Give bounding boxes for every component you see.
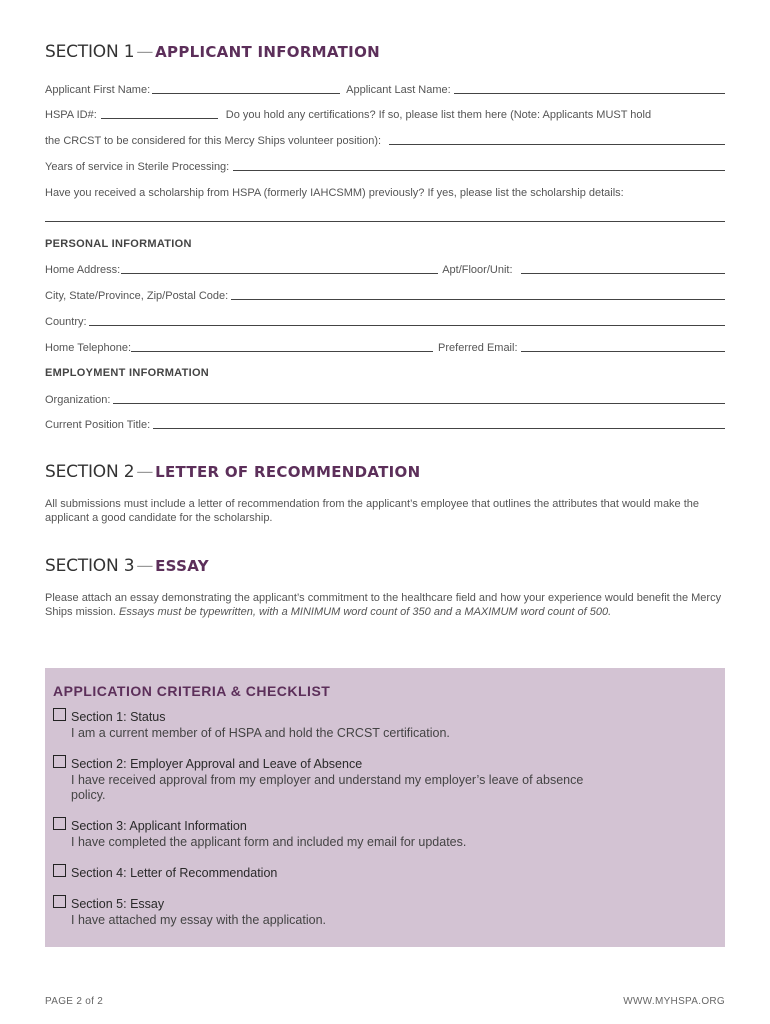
name-row bbox=[45, 80, 725, 96]
checklist-panel bbox=[45, 668, 725, 947]
organization-row bbox=[45, 390, 725, 406]
city-label: City, State/Province, Zip/Postal Code: bbox=[45, 290, 229, 302]
apt-label: Apt/Floor/Unit: bbox=[442, 264, 513, 276]
hspa-row bbox=[45, 105, 725, 121]
section-1-title bbox=[45, 42, 380, 62]
home-address-label: Home Address: bbox=[45, 264, 121, 276]
section-1-prefix: SECTION 1 bbox=[45, 42, 135, 62]
section-3-heading: ESSAY bbox=[155, 557, 209, 575]
position-label: Current Position Title: bbox=[45, 419, 151, 431]
certifications-label: Do you hold any certifications? If so, please list them here (Note: Applicants MUST hold bbox=[225, 109, 652, 121]
telephone-label: Home Telephone: bbox=[45, 342, 132, 354]
city-field[interactable] bbox=[231, 299, 725, 300]
home-address-field[interactable] bbox=[121, 273, 438, 274]
checklist-item-desc: I am a current member of of HSPA and hold the CRCST certification. bbox=[71, 726, 450, 740]
checklist-item-title: Section 2: Employer Approval and Leave of Absence bbox=[71, 757, 363, 771]
checklist-item-desc: I have completed the applicant form and included my email for updates. bbox=[71, 835, 467, 849]
checkbox-employer-approval[interactable] bbox=[53, 755, 66, 768]
certifications-field[interactable] bbox=[389, 144, 725, 145]
checklist-item-desc: I have attached my essay with the application. bbox=[71, 913, 327, 927]
email-label: Preferred Email: bbox=[438, 342, 518, 354]
address-row bbox=[45, 260, 725, 276]
section-3-body-italic: Essays must be typewritten, with a MINIMUM word count of 350 and a MAXIMUM word count of 500. bbox=[118, 606, 612, 618]
section-2-prefix: SECTION 2 bbox=[45, 462, 135, 482]
section-3-prefix: SECTION 3 bbox=[45, 556, 135, 576]
country-field[interactable] bbox=[89, 325, 725, 326]
page-number: PAGE 2 of 2 bbox=[45, 996, 104, 1007]
scholarship-label: Have you received a scholarship from HSPA (formerly IAHCSMM) previously? If yes, please list the scholarship details: bbox=[45, 187, 624, 199]
section-2-dash: — bbox=[136, 462, 154, 482]
hspa-id-label: HSPA ID#: bbox=[45, 109, 97, 121]
position-row bbox=[45, 415, 725, 431]
section-3-body bbox=[45, 591, 725, 619]
first-name-label: Applicant First Name: bbox=[45, 84, 151, 96]
scholarship-row bbox=[45, 183, 725, 199]
checklist-item-title: Section 5: Essay bbox=[71, 897, 165, 911]
checkbox-applicant-info[interactable] bbox=[53, 817, 66, 830]
city-row bbox=[45, 286, 725, 302]
apt-field[interactable] bbox=[521, 273, 725, 274]
email-field[interactable] bbox=[521, 351, 725, 352]
checklist-item-title: Section 1: Status bbox=[71, 710, 166, 724]
form-page bbox=[45, 0, 725, 1024]
checklist-item-title: Section 4: Letter of Recommendation bbox=[71, 866, 278, 880]
years-field[interactable] bbox=[233, 170, 725, 171]
country-label: Country: bbox=[45, 316, 87, 328]
checklist-title: APPLICATION CRITERIA & CHECKLIST bbox=[53, 683, 331, 699]
checkbox-status[interactable] bbox=[53, 708, 66, 721]
section-3-dash: — bbox=[136, 556, 154, 576]
section-2-title bbox=[45, 462, 420, 482]
section-3-title bbox=[45, 556, 209, 576]
section-3-body-text: Please attach an essay demonstrating the applicant’s commitment to the healthcare field and how your experience would benefit the Mercy Ships mission. bbox=[45, 592, 722, 618]
checkbox-essay[interactable] bbox=[53, 895, 66, 908]
website-link[interactable]: WWW.MYHSPA.ORG bbox=[623, 996, 725, 1007]
checklist-item-desc: I have received approval from my employer and understand my employer’s leave of absence policy. bbox=[71, 773, 584, 802]
organization-field[interactable] bbox=[113, 403, 725, 404]
checklist-item-title: Section 3: Applicant Information bbox=[71, 819, 247, 833]
last-name-label: Applicant Last Name: bbox=[346, 84, 451, 96]
hspa-id-field[interactable] bbox=[101, 118, 218, 119]
first-name-field[interactable] bbox=[152, 93, 340, 94]
section-1-dash: — bbox=[136, 42, 154, 62]
section-1-heading: APPLICANT INFORMATION bbox=[155, 43, 380, 61]
section-2-body: All submissions must include a letter of recommendation from the applicant’s employee that outlines the attributes that would make the applicant a good candidate for the scholarship. bbox=[45, 498, 700, 524]
country-row bbox=[45, 312, 725, 328]
years-row bbox=[45, 157, 725, 173]
personal-info-heading: PERSONAL INFORMATION bbox=[45, 238, 192, 250]
employment-info-heading: EMPLOYMENT INFORMATION bbox=[45, 367, 210, 379]
position-field[interactable] bbox=[153, 428, 725, 429]
certifications-row bbox=[45, 131, 725, 147]
section-2-heading: LETTER OF RECOMMENDATION bbox=[155, 463, 421, 481]
contact-row bbox=[45, 338, 725, 354]
organization-label: Organization: bbox=[45, 394, 111, 406]
scholarship-details-field[interactable] bbox=[45, 221, 725, 222]
checkbox-letter[interactable] bbox=[53, 864, 66, 877]
years-label: Years of service in Sterile Processing: bbox=[45, 161, 230, 173]
last-name-field[interactable] bbox=[454, 93, 725, 94]
telephone-field[interactable] bbox=[131, 351, 433, 352]
scholarship-details-row bbox=[45, 208, 725, 224]
certifications-label-cont: the CRCST to be considered for this Mercy Ships volunteer position): bbox=[45, 135, 382, 147]
